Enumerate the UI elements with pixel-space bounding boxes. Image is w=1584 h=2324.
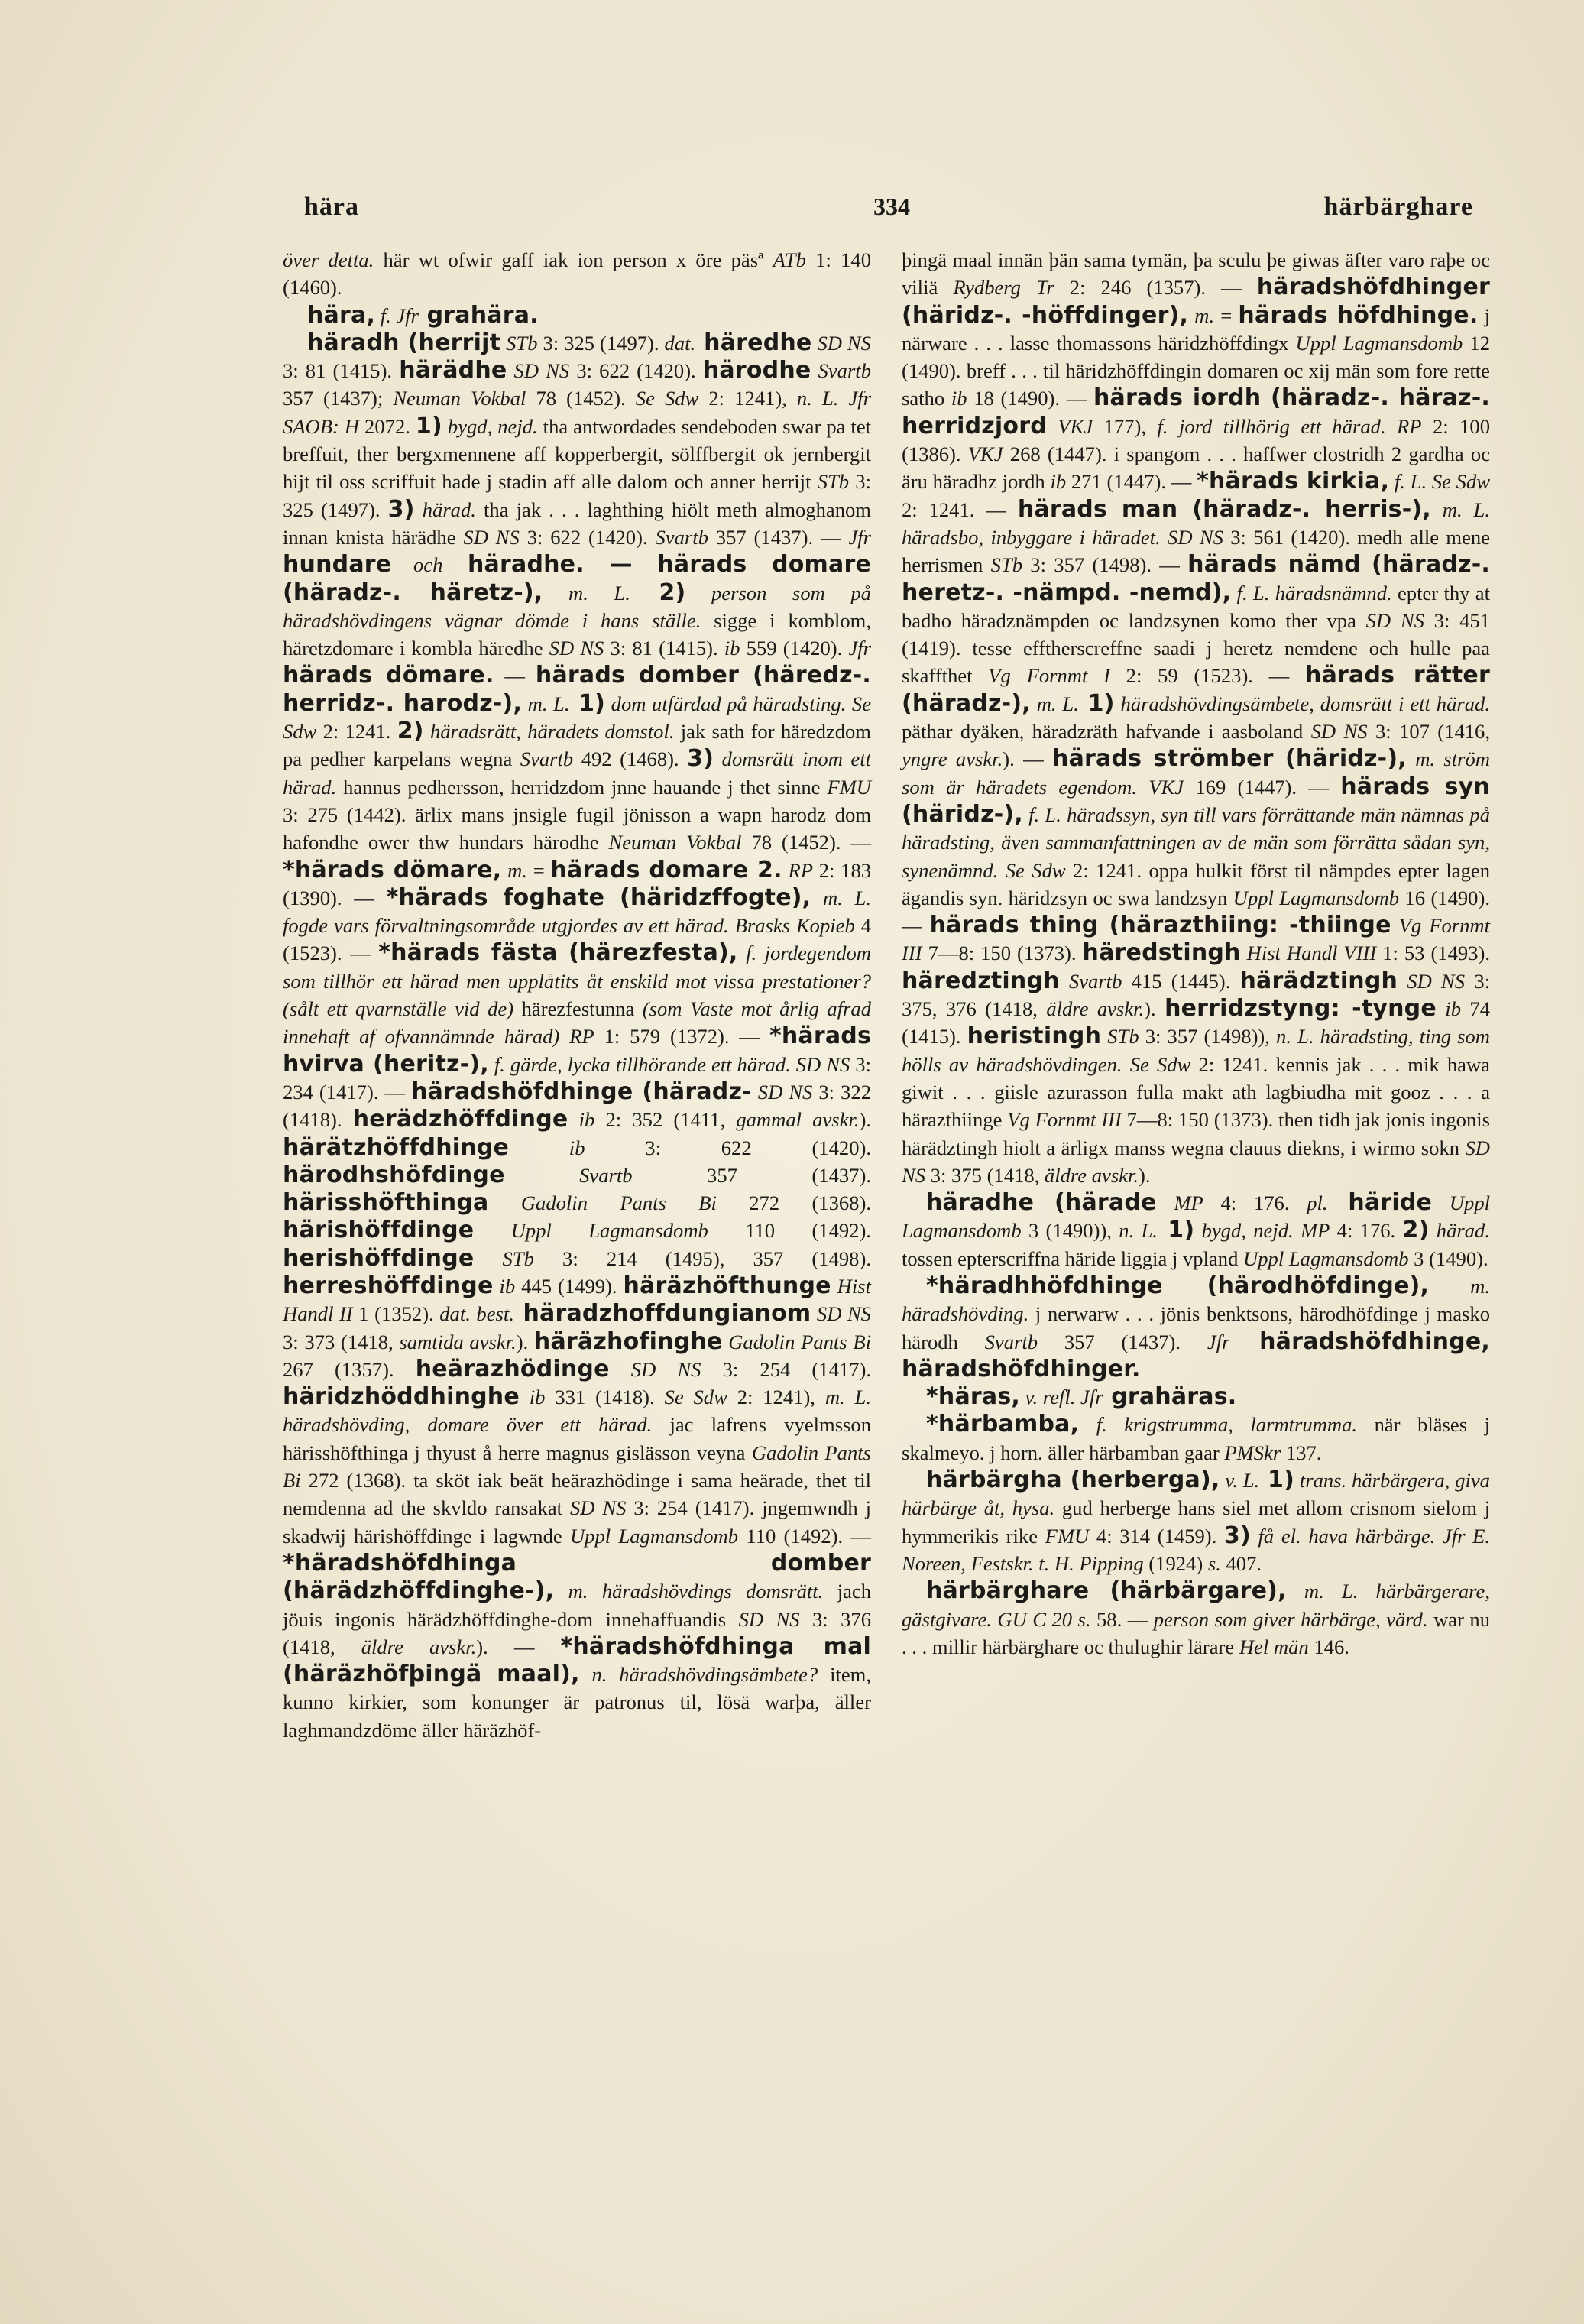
entry-text: här wt ofwir gaff iak ion person x öre päsª <box>374 248 773 271</box>
right-column <box>902 246 1490 1661</box>
entry-text: 3 (1490)), <box>1021 1219 1119 1243</box>
headword: herädzhöffdinge <box>352 1106 568 1133</box>
italic-gloss: bygd, nejd. MP <box>1194 1219 1330 1243</box>
entry-text: 4: 176. <box>1330 1219 1403 1243</box>
italic-gloss: SD NS <box>569 1496 627 1520</box>
italic-gloss: över detta. <box>283 248 374 271</box>
italic-gloss: SD NS <box>1398 969 1466 993</box>
entry-text: 7—8: 150 (1373). then tidh jak jonis ingonis härädztingh hiolt a ärligx manss wegna clauus diekns, i wirmo sokn <box>902 1108 1491 1159</box>
italic-gloss: SD NS <box>507 359 570 383</box>
italic-gloss: gammal avskr. <box>736 1108 860 1132</box>
italic-gloss: samtida avskr. <box>399 1330 517 1353</box>
entry-text: 357 (1437). — <box>708 525 849 549</box>
italic-gloss: VKJ <box>967 442 1003 466</box>
headword: häridzhöddhinghe <box>283 1383 520 1411</box>
italic-gloss: Neuman Vokbal <box>393 387 526 410</box>
italic-gloss: Svartb <box>504 1163 633 1187</box>
entry-text: 110 (1492). — <box>738 1524 871 1548</box>
headword: *härads fästa (härezfesta), <box>378 939 738 967</box>
italic-gloss: få el. hava härbärge. Jfr E. Noreen, Festskr. t. H. Pipping <box>902 1524 1490 1575</box>
italic-gloss: Svartb <box>984 1330 1038 1353</box>
entry-text: 1: 53 (1493). <box>1376 942 1490 965</box>
entry-text: härezfestunna <box>513 997 643 1021</box>
italic-gloss: SD NS <box>751 1080 813 1104</box>
entry-text: 2: 183 (1390). — <box>283 858 872 909</box>
italic-gloss: bygd, nejd. <box>442 414 538 438</box>
italic-gloss: äldre avskr. <box>1046 997 1145 1021</box>
entry-text: 2: 1241), <box>727 1386 825 1409</box>
dictionary-entry <box>902 1467 1490 1577</box>
italic-gloss: Hist Handl II <box>283 1274 871 1326</box>
italic-gloss: ATb <box>773 248 806 271</box>
italic-gloss: m. L. <box>543 581 630 604</box>
italic-gloss: person som på häradshövdingens vägnar dömde i hans ställe. <box>283 581 871 632</box>
entry-text: 357 (1437). <box>632 1163 871 1187</box>
headword: *härads foghate (häridzffogte), <box>386 883 811 911</box>
dictionary-entry <box>283 329 871 1744</box>
italic-gloss: pl. <box>1307 1191 1328 1215</box>
italic-gloss: v. refl. Jfr <box>1019 1386 1103 1409</box>
headword: härbärgha (herberga), <box>926 1467 1220 1494</box>
italic-gloss: SD NS <box>1310 720 1368 744</box>
entry-text: 272 (1368). ta sköt iak beät heärazhödinge i sama heärade, thet til nemdenna ad the skvldo ransakat <box>283 1469 871 1520</box>
headword: *häradshöfdhinga mal (häräzhöfþingä maal), <box>283 1632 871 1688</box>
headword: 1) <box>569 689 606 717</box>
entry-text: 271 (1447). — <box>1066 470 1197 494</box>
headword: herreshöffdinge <box>283 1272 494 1299</box>
entry-text: epter thy at badho häradznämpden oc landzsynen komo ther vpa <box>902 581 1490 632</box>
entry-text: 3: 325 (1497). <box>283 470 871 521</box>
italic-gloss: SD NS <box>549 637 604 660</box>
italic-gloss: Jfr <box>1207 1330 1230 1353</box>
italic-gloss: och <box>391 553 443 577</box>
headword: 1) <box>1157 1217 1195 1244</box>
italic-gloss: f. gärde, lycka tillhörande ett härad. SD NS <box>488 1052 850 1076</box>
italic-gloss: FMU <box>827 775 871 799</box>
headword: härädztingh <box>1239 967 1398 994</box>
italic-gloss: domsrätt inom ett härad. <box>283 747 871 799</box>
italic-gloss: f. L. häradssyn, syn till vars förrättande män nämnas på häradsting, även sammanfattningen av de män som förrätta sådan syn, synenämnd. Se Sdw <box>902 802 1490 882</box>
headword: härads man (häradz-. herris-), <box>1017 495 1431 523</box>
entry-text: (1924) <box>1143 1551 1208 1575</box>
entry-text: 445 (1499). <box>515 1274 624 1298</box>
entry-text: 3: 561 (1420). medh alle mene herrismen <box>902 525 1491 577</box>
italic-gloss: yngre avskr. <box>902 747 1003 771</box>
dictionary-entry <box>902 1189 1490 1272</box>
italic-gloss: m. häradshövdings domsrätt. <box>554 1580 824 1603</box>
headword: 2) <box>1402 1217 1430 1244</box>
headword: 3) <box>387 495 415 523</box>
entry-text: 2: 1241. oppa hulkit först til nämpdes epter lagen ägandis syn. häridzsyn oc swa landzsyn <box>902 858 1490 909</box>
italic-gloss: m. L. häradshövding, domare över ett härad. <box>283 1386 871 1437</box>
entry-text: þingä maal innän þän sama tymän, þa sculu þe giwas äfter varo raþe oc viliä <box>902 248 1490 300</box>
entry-text: 3: 81 (1415). <box>283 359 400 383</box>
page-header <box>304 193 1473 231</box>
italic-gloss: Hel män <box>1239 1635 1309 1658</box>
italic-gloss: Uppl Lagmansdomb <box>902 1191 1491 1243</box>
italic-gloss: Gadolin Pants Bi <box>488 1191 717 1215</box>
entry-text: 3: 375, 376 (1418, <box>902 969 1491 1021</box>
entry-text: 3: 214 (1495), 357 (1498). <box>533 1246 871 1270</box>
entry-text: 169 (1447). — <box>1184 775 1341 799</box>
headword: härads domare 2. <box>550 856 782 883</box>
headword: härodhshöfdinge <box>283 1161 505 1188</box>
headword: häredhe <box>695 329 812 356</box>
entry-text: 18 (1490). — <box>967 387 1093 410</box>
italic-gloss: ib <box>724 637 740 660</box>
italic-gloss: Svartb <box>520 747 574 771</box>
italic-gloss: m. L. häradsbo, inbyggare i häradet. SD NS <box>902 498 1490 549</box>
italic-gloss: Vg Fornmt III <box>902 914 1490 965</box>
entry-text: 3: 325 (1497). <box>537 331 665 355</box>
entry-text: 3: 81 (1415). <box>604 637 724 660</box>
entry-text: 3: 107 (1416, <box>1367 720 1491 744</box>
entry-text: sigge i komblom, häretzdomare i kombla häredhe <box>283 608 871 660</box>
italic-gloss: trans. härbärgera, giva härbärge åt, hysa. <box>902 1469 1490 1520</box>
italic-gloss: häradsrätt, häradets domstol. <box>423 720 675 744</box>
entry-text: 3: 254 (1417). <box>701 1357 871 1381</box>
italic-gloss: Uppl Lagmansdomb <box>1243 1246 1409 1270</box>
italic-gloss: Neuman Vokbal <box>608 831 742 854</box>
italic-gloss: Vg Fornmt III <box>1007 1108 1122 1132</box>
entry-text: 357 (1437); <box>283 387 394 410</box>
entry-text: 3: 375 (1418, <box>925 1163 1045 1187</box>
italic-gloss: Jfr <box>848 525 871 549</box>
italic-gloss: dom utfärdad på häradsting. Se Sdw <box>283 692 872 744</box>
italic-gloss: VKJ <box>1046 414 1093 438</box>
entry-text: jac lafrens vyelmsson härisshöfthinga j thyust å herre magnus gislässon veyna <box>283 1413 872 1464</box>
headword: härbärghare (härbärgare), <box>926 1577 1287 1605</box>
entry-text: 2072. <box>359 414 416 438</box>
entry-text: = <box>1214 303 1239 327</box>
entry-text: j nerwarw . . . jönis benktsons, härodhöfdinge j masko härodh <box>902 1302 1490 1353</box>
entry-text: 7—8: 150 (1373). <box>922 942 1083 965</box>
dictionary-entry <box>902 1577 1490 1661</box>
entry-text: 3: 451 (1419). tesse efftherscreffne saadi j heretz nemdene och hulle paa skaffthet <box>902 608 1490 688</box>
italic-gloss: Gadolin Pants Bi <box>283 1441 871 1493</box>
entry-text: ). — <box>476 1635 561 1658</box>
headword: härädhe <box>399 357 507 384</box>
italic-gloss: härad. <box>1429 1219 1490 1243</box>
entry-text: 267 (1357). <box>283 1357 416 1381</box>
entry-text: ). <box>1144 997 1165 1021</box>
italic-gloss: s. <box>1207 1551 1221 1575</box>
entry-text: 3: 254 (1417). jngemwndh j skadwij härishöffdinge i lagwnde <box>283 1496 872 1548</box>
headword: häradshöfdhinge (häradz- <box>411 1078 752 1105</box>
italic-gloss: Svartb <box>655 525 708 549</box>
headword: herridzstyng: -tynge <box>1165 995 1437 1023</box>
headword: häredztingh <box>902 967 1060 994</box>
entry-continuation <box>283 246 871 302</box>
italic-gloss: f. jord tillhörig ett härad. RP <box>1157 414 1422 438</box>
entry-text: 2: 1241. kennis jak . . . mik hawa giwit . . . giisle azurasson fulla makt ath lagbiudha mit gooz . . . a härazthiinge <box>902 1052 1490 1132</box>
italic-gloss: Vg Fornmt I <box>988 664 1110 688</box>
italic-gloss: FMU <box>1045 1524 1090 1548</box>
headword: häräzhöfthunge <box>623 1272 831 1299</box>
headword: häradshöfdhinger (häridz-. -höffdinger), <box>902 274 1490 329</box>
entry-text: päthar dyäken, häradzräth hafvande i aasboland <box>902 720 1311 744</box>
italic-gloss: Jfr <box>848 637 872 660</box>
italic-gloss: SD NS <box>811 331 871 355</box>
entry-text: när bläses j skalmeyo. j horn. äller härbamban gaar <box>902 1413 1490 1464</box>
entry-text: tha antwordades sendeboden swar pa tet breffuit, ther bergxmennene aff kopperbergit, sölffbergit ok jernbergit hijt til oss scriffuit hade j stadin aff alle dalom och anner herrijt <box>283 414 872 494</box>
italic-gloss: PMSkr <box>1224 1441 1281 1464</box>
italic-gloss: f. jordegendom som tillhör ett härad men upplåtits åt enskild mot vissa prestationer? (sålt ett qvarnställe vid de) <box>283 942 871 1021</box>
entry-text: item, kunno kirkier, som konunger är patronus til, lösä warþa, äller laghmandzdöme äller häräzhöf- <box>283 1663 871 1742</box>
italic-gloss: RP <box>782 858 813 882</box>
italic-gloss: MP <box>1156 1191 1203 1215</box>
entry-text: 177), <box>1093 414 1158 438</box>
headword: 2) <box>630 579 686 606</box>
italic-gloss: Hist Handl VIII <box>1240 942 1377 965</box>
entry-text: 58. — <box>1090 1607 1154 1631</box>
entry-text: 2: 100 (1386). <box>902 414 1491 466</box>
headword: 1) <box>1078 689 1115 717</box>
entry-text: jak sath for häredzdom pa pedher karpelans wegna <box>283 720 871 771</box>
entry-text: = <box>526 858 551 882</box>
italic-gloss: äldre avskr. <box>361 1635 477 1658</box>
entry-text: 12 (1490). breff . . . til häridzhöffdingin domaren oc xij män som fore rette satho <box>902 331 1490 410</box>
italic-gloss: SD NS <box>738 1607 800 1631</box>
italic-gloss: f. L. häradsnämnd. <box>1231 581 1392 604</box>
italic-gloss: ib <box>568 1108 595 1132</box>
italic-gloss: ib <box>493 1274 516 1298</box>
headword: härisshöfthinga <box>283 1189 489 1217</box>
headword: *häras, <box>926 1383 1020 1411</box>
entry-continuation <box>902 246 1490 1189</box>
headword: härads thing (härazthiing: -thiinge <box>929 912 1391 939</box>
headword: häradh (herrijt <box>307 329 501 356</box>
entry-text: 331 (1418). <box>545 1386 665 1409</box>
italic-gloss: person som giver härbärge, värd. <box>1153 1607 1428 1631</box>
entry-text: 3: 622 (1420). <box>569 359 703 383</box>
headword: härads höfdhinge. <box>1238 301 1479 329</box>
entry-text: 4: 176. <box>1203 1191 1307 1215</box>
italic-gloss: m. L. fogde vars förvaltningsområde utgjordes av ett härad. Brasks Kopieb <box>283 886 871 938</box>
entry-text: 3: 322 (1418). <box>283 1080 871 1132</box>
headword: härads nämd (häradz-. heretz-. -nämpd. -nemd), <box>902 551 1490 606</box>
italic-gloss: f. L. Se Sdw <box>1389 470 1490 494</box>
entry-text: 3 (1490). <box>1408 1246 1488 1270</box>
headword: 1) <box>1259 1467 1294 1494</box>
italic-gloss: härad. <box>414 498 476 521</box>
headword: härads iordh (häradz-. häraz-. herridzjord <box>902 384 1490 439</box>
entry-text: 3: 376 (1418, <box>283 1607 872 1658</box>
entry-text: 2: 1241. <box>316 720 397 744</box>
italic-gloss: SD NS <box>811 1302 871 1326</box>
italic-gloss: STb <box>500 331 538 355</box>
entry-text: 407. <box>1220 1551 1262 1575</box>
entry-text: 137. <box>1281 1441 1322 1464</box>
italic-gloss: STb <box>474 1246 534 1270</box>
entry-text: 16 (1490). — <box>902 886 1490 938</box>
italic-gloss: dat. best. <box>439 1302 514 1326</box>
headword: 1) <box>415 412 442 439</box>
headword: härads syn (häridz-), <box>902 773 1490 828</box>
entry-text: tossen epterscriffna häride liggia j vpland <box>902 1246 1244 1270</box>
entry-text: 3: 234 (1417). — <box>283 1052 871 1104</box>
italic-gloss: ib <box>1436 997 1461 1021</box>
italic-gloss: (som Vaste mot årlig afrad innehaft af ofvannämnde härad) RP <box>283 997 871 1049</box>
italic-gloss: STb <box>990 553 1023 577</box>
headword: härodhe <box>702 357 811 384</box>
italic-gloss: ib <box>509 1136 585 1159</box>
entry-text: 146. <box>1308 1635 1349 1658</box>
entry-text: 2: 1241. — <box>902 498 1018 521</box>
entry-text: 3: 622 (1420). <box>519 525 656 549</box>
entry-text: ). <box>1139 1163 1151 1187</box>
headword: hära, <box>307 301 376 329</box>
headword: grahära. <box>418 301 539 329</box>
headword: 3) <box>687 745 714 773</box>
headword: härishöffdinge <box>283 1217 475 1244</box>
italic-gloss: ib <box>1050 470 1067 494</box>
headword: häräzhofinghe <box>533 1327 723 1355</box>
entry-text: 492 (1468). <box>573 747 688 771</box>
italic-gloss: m. ström som är häradets egendom. VKJ <box>902 747 1490 799</box>
dictionary-entry <box>902 1383 1490 1411</box>
entry-text: ). <box>516 1330 534 1353</box>
headword: *härbamba, <box>926 1411 1080 1438</box>
entry-text: 1: 579 (1372). — <box>594 1025 769 1049</box>
italic-gloss: n. L. Jfr SAOB: H <box>283 387 871 438</box>
headword: härads domber (häredz-. herridz-. harodz-), <box>283 662 871 717</box>
headword: häradshöfdhinge, häradshöfdhinger. <box>902 1327 1491 1382</box>
entry-text: 78 (1452). <box>526 387 636 410</box>
italic-gloss: Gadolin Pants Bi <box>722 1330 872 1353</box>
entry-text: — <box>494 664 536 688</box>
dictionary-entry <box>902 1411 1490 1467</box>
entry-text: gud herberge hans siel met allom crisnom sielom j hymmerikis rike <box>902 1496 1490 1548</box>
italic-gloss: Svartb <box>1059 969 1122 993</box>
entry-text: 3: 275 (1442). ärlix mans jnsigle fugil jönisson a wapn harodz dom hafondhe ower thw hundars härodhe <box>283 802 871 854</box>
entry-text: ). <box>859 1108 872 1132</box>
italic-gloss: SD NS <box>463 525 520 549</box>
entry-text: 415 (1445). <box>1122 969 1240 993</box>
headword: *häradhhöfdhinge (härodhöfdinge), <box>926 1272 1430 1299</box>
italic-gloss: SD NS <box>902 1136 1490 1187</box>
italic-gloss: Uppl Lagmansdomb <box>1295 331 1463 355</box>
entry-text: 559 (1420). <box>740 637 849 660</box>
headword: *härads hvirva (heritz-), <box>283 1023 871 1078</box>
entry-text: 2: 59 (1523). — <box>1109 664 1306 688</box>
italic-gloss: m. <box>501 858 527 882</box>
italic-gloss: STb <box>817 470 850 494</box>
entry-text: 2: 352 (1411, <box>594 1108 737 1132</box>
entry-text: 272 (1368). <box>716 1191 871 1215</box>
entry-text: 4 (1523). — <box>283 914 872 965</box>
entry-text: tha jak . . . laghthing hiölt meth almoghanom innan knista härädhe <box>283 498 871 549</box>
italic-gloss: SD NS <box>1365 608 1424 632</box>
italic-gloss: Svartb <box>811 359 871 383</box>
entry-text: 78 (1452). — <box>741 831 871 854</box>
headword: häradhe. — härads domare (häradz-. häretz-), <box>283 551 871 606</box>
italic-gloss: f. Jfr <box>375 303 419 327</box>
italic-gloss: m. <box>1188 303 1215 327</box>
headword: härads rätter (häradz-), <box>902 662 1490 717</box>
entry-text: 357 (1437). <box>1038 1330 1207 1353</box>
headword: 2) <box>397 718 424 745</box>
headword: häradhe (härade <box>926 1189 1157 1217</box>
headword: *härads kirkia, <box>1197 468 1390 495</box>
headword: 3) <box>1223 1522 1251 1549</box>
page-number: 334 <box>873 193 910 220</box>
italic-gloss: Se Sdw <box>635 387 699 410</box>
headword: härätzhöffdhinge <box>283 1133 510 1161</box>
italic-gloss: ib <box>519 1386 546 1409</box>
italic-gloss: n. L. häradsting, ting som hölls av häradshövdingen. Se Sdw <box>902 1025 1490 1076</box>
italic-gloss: Uppl Lagmansdomb <box>569 1524 739 1548</box>
italic-gloss: m. L. <box>1030 692 1079 715</box>
headword: häride <box>1327 1189 1433 1217</box>
headword: *härads dömare, <box>283 856 502 883</box>
headword: härads strömber (häridz-), <box>1052 745 1407 773</box>
italic-gloss: Se Sdw <box>664 1386 727 1409</box>
entry-text: jach jöuis ingonis härädzhöffdinghe-dom innehaffuandis <box>283 1580 871 1631</box>
italic-gloss: Rydberg Tr <box>953 276 1054 300</box>
italic-gloss: m. häradshövding. <box>902 1274 1490 1326</box>
headword: grahäras. <box>1103 1383 1237 1411</box>
headword: hundare <box>283 551 392 579</box>
entry-text: war nu . . . millir härbärghare oc thulughir lärare <box>902 1607 1491 1658</box>
entry-text: 110 (1492). <box>708 1219 871 1243</box>
italic-gloss: v. L. <box>1220 1469 1260 1493</box>
italic-gloss: m. L. <box>522 692 570 715</box>
entry-text: 1: 140 (1460). <box>283 248 872 300</box>
italic-gloss: n. häradshövdingsämbete? <box>579 1663 818 1687</box>
italic-gloss: äldre avskr. <box>1044 1163 1139 1187</box>
italic-gloss: m. L. härbärgerare, gästgivare. GU C 20 s. <box>902 1580 1490 1631</box>
right-running-headword: härbärghare <box>1323 193 1473 221</box>
entry-text: j närware . . . lasse thomassons häridzhöffdingx <box>902 303 1490 355</box>
left-running-headword: hära <box>304 193 359 221</box>
entry-text: 74 (1415). <box>902 997 1490 1049</box>
entry-text: 2: 246 (1357). — <box>1054 276 1257 300</box>
headword: häredstingh <box>1082 939 1241 967</box>
entry-text: 3: 373 (1418, <box>283 1330 400 1353</box>
italic-gloss: ib <box>951 387 967 410</box>
entry-text: 4: 314 (1459). <box>1089 1524 1224 1548</box>
headword: härads dömare. <box>283 662 494 689</box>
entry-text: 3: 357 (1498). — <box>1022 553 1188 577</box>
dictionary-entry <box>902 1272 1490 1383</box>
entry-text: 1 (1352). <box>352 1302 440 1326</box>
italic-gloss: n. L. <box>1119 1219 1158 1243</box>
headword: heärazhödinge <box>415 1355 610 1382</box>
headword: *häradshöfdhinga domber (härädzhöffdinghe-), <box>283 1549 871 1605</box>
italic-gloss: Uppl Lagmansdomb <box>474 1219 708 1243</box>
entry-text: 268 (1447). i spangom . . . haffwer clostridh 2 gardha oc äru häradhz jordh <box>902 442 1491 494</box>
italic-gloss: f. krigstrumma, larmtrumma. <box>1079 1413 1358 1437</box>
entry-text: hannus pedhersson, herridzdom jnne hauande j thet sinne <box>336 775 828 799</box>
entry-text: 3: 622 (1420). <box>585 1136 871 1159</box>
left-column <box>283 246 871 1744</box>
headword: häradzhoffdungianom <box>513 1300 811 1327</box>
entry-text: 3: 357 (1498)), <box>1139 1025 1277 1049</box>
italic-gloss: SD NS <box>609 1357 701 1381</box>
italic-gloss: Uppl Lagmansdomb <box>1233 886 1399 909</box>
italic-gloss: dat. <box>664 331 696 355</box>
headword: herishöffdinge <box>283 1244 475 1272</box>
entry-text: ). — <box>1003 747 1053 771</box>
dictionary-entry <box>283 302 871 329</box>
italic-gloss: STb <box>1101 1025 1139 1049</box>
italic-gloss: häradshövdingsämbete, domsrätt i ett härad. <box>1114 692 1490 715</box>
headword: heristingh <box>967 1023 1102 1050</box>
entry-text: 2: 1241), <box>698 387 797 410</box>
